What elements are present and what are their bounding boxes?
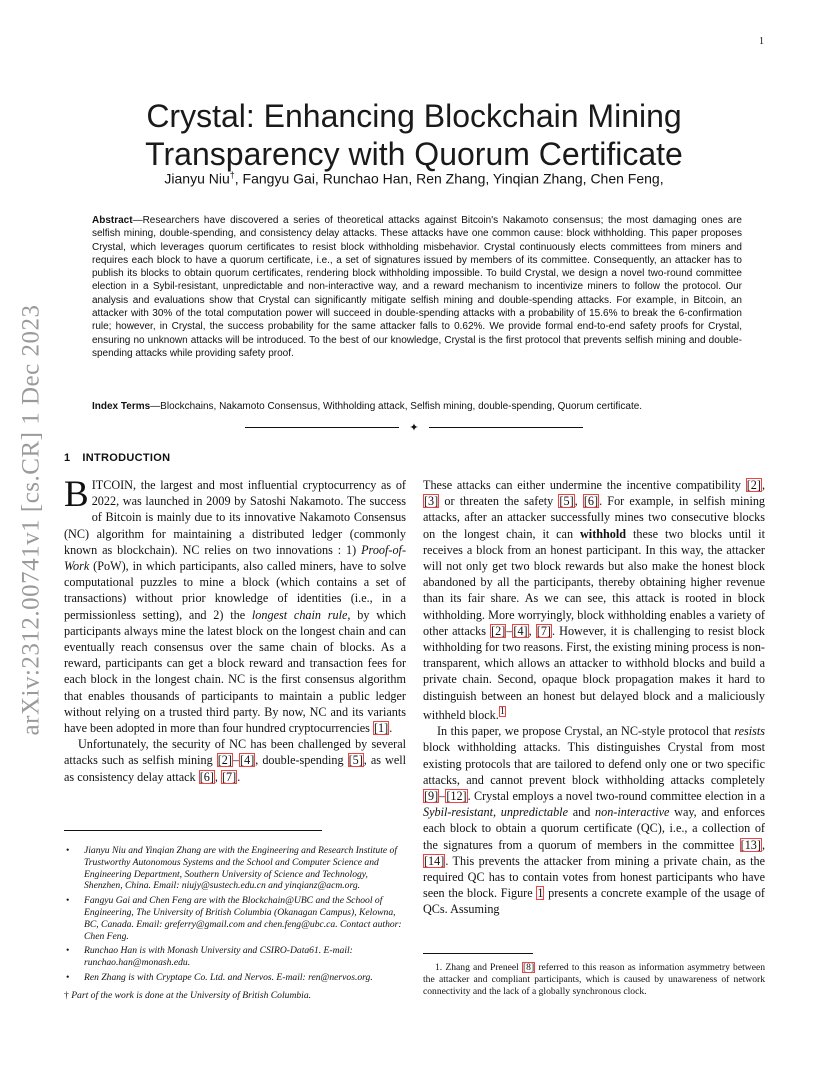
text-span: way, and enforces each block to obtain a quorum certificate (QC), i.e., a collection of the signatures from a quorum of members in the committee	[423, 805, 766, 852]
longest-chain-rule-term: longest chain rule	[251, 607, 348, 622]
separator-diamond-icon: ✦	[409, 421, 419, 434]
text-span: presents a concrete example of the usage of QCs. Assuming	[423, 886, 765, 917]
text-span: –	[232, 753, 240, 768]
text-span: and	[567, 805, 595, 820]
withhold-term: withhold	[580, 526, 627, 541]
title-line-1: Crystal: Enhancing Blockchain Mining	[146, 98, 682, 135]
footnote-item	[64, 845, 408, 892]
text-span: .	[389, 721, 393, 736]
dagger-footnote	[64, 990, 408, 1002]
intro-paragraph-1	[64, 474, 406, 736]
bullet-icon: •	[66, 895, 70, 907]
separator-line-right	[429, 427, 583, 428]
text-span: ,	[761, 478, 765, 492]
abstract-label: Abstract	[92, 215, 133, 226]
footnote-text: Ren Zhang is with Cryptape Co. Ltd. and Nervos. E-mail: ren@nervos.org.	[84, 971, 373, 983]
resists-term: resists	[734, 724, 765, 739]
citation-link[interactable]: [13]	[740, 837, 761, 852]
bullet-icon: •	[66, 971, 70, 983]
citation-link[interactable]: [14]	[424, 853, 445, 868]
unpredictable-term: unpredictable	[500, 805, 568, 820]
bullet-icon: •	[66, 845, 70, 856]
title-line-2: Transparency with Quorum Certificate	[145, 136, 683, 173]
text-span: (PoW), in which participants, also called miners, have to solve computational puzzles to mine a block (which contains a set of transactions) without prior knowledge of identities (i.e., in a permissionless setting), and 2) the	[64, 559, 406, 622]
text-span: these two blocks until it receives a block from an honest participant. In this way, the attacker will not only get two block rewards but also make the honest block abandoned by all the participants, thereby obtaining higher revenue than its fair share. As we can see, this attack is rooted in block withholding. More worryingly, block withholding enables a variety of other attacks	[423, 526, 765, 638]
citation-link[interactable]: [12]	[446, 788, 467, 803]
text-span: . Crystal employs a novel two-round committee election in a	[467, 788, 765, 803]
index-terms	[92, 400, 742, 413]
text-span: ,	[492, 805, 501, 820]
text-span: ,	[574, 494, 583, 509]
author-list	[90, 170, 738, 187]
paper-title	[90, 97, 738, 173]
citation-link[interactable]: [2]	[217, 753, 232, 768]
text-span: referred to this reason as information asymmetry between the attacker and compliant participants, which is caused by unawareness of network connectivity and the lack of a globally synchronous clock.	[423, 962, 766, 997]
text-span: , the largest and most influential cryptocurrency as of 2022, was launched in 2009 by Satoshi Nakamoto. The success of Bitcoin is mainly due to its innovative Nakamoto Consensus (NC) algorithm for maintaining a distributed ledger (commonly known as blockchain). NC relies on two innovations : 1)	[64, 478, 406, 557]
text-span: ,	[528, 623, 536, 638]
text-span: , double-spending	[255, 753, 348, 768]
citation-link[interactable]: [7]	[222, 769, 237, 784]
text-span: .	[237, 769, 241, 784]
dagger-icon: †	[64, 989, 69, 1001]
index-terms-label: Index Terms	[92, 401, 151, 412]
footnote-item	[64, 895, 408, 942]
footnote-text: Jianyu Niu and Yinqian Zhang are with the Engineering and Research Institute of Trustworthy Autonomous Systems and the School and Computer Science and Engineering Department, Southern University of Science and Technology, Shenzhen, China. Email: niujy@sustech.edu.cn and yinqianz@acm.org.	[84, 845, 398, 892]
dropcap-letter: B	[64, 474, 89, 515]
intro-paragraph-3	[423, 477, 765, 723]
arxiv-identifier-stamp[interactable]	[6, 260, 56, 780]
affiliation-footnotes	[64, 845, 408, 1005]
right-footnote-rule	[423, 953, 533, 954]
text-span: These attacks can either undermine the incentive compatibility	[423, 478, 746, 492]
dropcap-rest: ITCOIN	[91, 478, 133, 492]
citation-link[interactable]: [6]	[583, 494, 599, 509]
pow-term: Proof-of-Work	[64, 542, 406, 574]
text-span: block withholding attacks. This distinguishes Crystal from most existing protocols that are tailored to defend only one or two specific attacks, and cannot prevent block withholding attacks completely	[423, 740, 765, 787]
text-span: ,	[214, 769, 221, 784]
footnote-mark-link[interactable]: 1	[499, 705, 505, 717]
citation-link[interactable]: [4]	[240, 753, 255, 768]
citation-link[interactable]: [2]	[746, 478, 761, 492]
citation-link[interactable]: [4]	[513, 623, 528, 638]
non-interactive-term: non-interactive	[595, 805, 670, 820]
text-span: or threaten the safety	[439, 494, 559, 509]
text-span: ,	[761, 837, 765, 852]
citation-link[interactable]: [9]	[424, 788, 439, 803]
text-span: , as well as consistency delay attack	[64, 753, 406, 784]
abstract	[92, 214, 742, 360]
text-span: –	[506, 623, 513, 638]
text-span: . For example, in selfish mining attacks, after an attacker successfully mines two consecutive blocks on the longest chain, it can	[423, 494, 766, 541]
dagger-mark: †	[229, 170, 235, 180]
intro-paragraph-2	[64, 736, 406, 785]
page-number: 1	[759, 36, 764, 47]
section-heading	[64, 452, 170, 464]
first-author: Jianyu Niu	[164, 170, 230, 187]
figure-link[interactable]: 1	[537, 886, 544, 901]
text-span: Unfortunately, the security of NC has been challenged by several attacks such as selfish mining	[64, 737, 406, 768]
sybil-resistant-term: Sybil-resistant	[423, 805, 493, 820]
footnote-item	[64, 945, 408, 969]
right-column	[423, 477, 765, 918]
section-title: INTRODUCTION	[82, 452, 171, 464]
text-span: . However, it is challenging to resist block withholding for two reasons. First, the existing mining process is non-transparent, which allows an attacker to withhold blocks and build a private chain. Second, opaque block propagation makes it hard to distinguish between an honest but delayed block and a maliciously withheld block.	[423, 623, 766, 722]
citation-link[interactable]: [1]	[373, 721, 389, 736]
footnote-rule	[64, 830, 322, 831]
citation-link[interactable]: [5]	[559, 494, 574, 509]
text-span: In this paper, we propose Crystal, an NC-style protocol that	[437, 724, 735, 739]
text-span: . This prevents the attacker from mining a private chain, as the required QC has to contain votes from honest participants who have seen the block. Figure	[423, 853, 765, 901]
intro-paragraph-4	[423, 723, 765, 917]
bullet-icon: •	[66, 945, 70, 957]
text-span: 1. Zhang and Preneel	[435, 962, 522, 973]
citation-link[interactable]: [6]	[199, 769, 214, 784]
citation-link[interactable]: [7]	[536, 623, 551, 638]
section-number: 1	[64, 452, 71, 464]
footnote-1	[423, 962, 765, 998]
citation-link[interactable]: [8]	[522, 962, 535, 973]
footnote-text: Part of the work is done at the University of British Columbia.	[68, 989, 312, 1001]
footnote-text: Runchao Han is with Monash University and CSIRO-Data61. E-mail: runchao.han@monash.edu.	[84, 945, 353, 969]
footnote-item	[64, 972, 408, 984]
text-span: –	[439, 788, 446, 803]
section-separator	[245, 418, 583, 436]
text-span: , by which participants always mine the latest block on the longest chain and can eventually reach consensus over the same chain of blocks. As a reward, participants can get a block reward and transaction fees for each block in the longest chain. NC is the first consensus algorithm that enables thousands of participants to maintain a public ledger without relying on a trusted third party. By now, NC and its variants have been adopted in more than four hundred cryptocurrencies	[64, 607, 406, 736]
other-authors: , Fangyu Gai, Runchao Han, Ren Zhang, Yinqian Zhang, Chen Feng,	[234, 170, 664, 187]
abstract-text: —Researchers have discovered a series of theoretical attacks against Bitcoin's Nakamoto consensus; the most damaging ones are selfish mining, double-spending, and consistency delay attacks. These attacks have one common cause: block withholding. This paper proposes Crystal, which leverages quorum certificates to resist block withholding misbehavior. Crystal continuously elects committees from miners and requires each block to have a quorum certificate, i.e., a set of signatures issued by members of its committee. Consequently, an attacker has to publish its blocks to obtain quorum certificates, rendering block withholding impossible. To build Crystal, we design a novel two-round committee election in a Sybil-resistant, unpredictable and non-interactive way, and a reward mechanism to incentivize miners to follow the protocol. Our analysis and evaluations show that Crystal can significantly mitigate selfish mining and double-spending attacks. For example, in Bitcoin, an attacker with 30% of the total computation power will succeed in double-spending attacks with a probability of 15.6% to break the 6-confirmation rule; however, in Crystal, the success probability for the same attacker falls to 0.62%. We provide formal end-to-end safety proofs for Crystal, ensuring no unknown attacks will be introduced. To the best of our knowledge, Crystal is the first protocol that prevents selfish mining and double-spending attacks while providing safety proof.	[92, 215, 742, 359]
citation-link[interactable]: [5]	[348, 753, 363, 768]
citation-link[interactable]: [3]	[424, 494, 439, 509]
arxiv-identifier-text: arXiv:2312.00741v1 [cs.CR] 1 Dec 2023	[17, 304, 45, 736]
separator-line-left	[245, 427, 399, 428]
citation-link[interactable]: [2]	[491, 623, 506, 638]
index-terms-text: —Blockchains, Nakamoto Consensus, Withholding attack, Selfish mining, double-spending, Quorum certificate.	[150, 401, 643, 412]
footnote-text: Fangyu Gai and Chen Feng are with the Blockchain@UBC and the School of Engineering, The University of British Columbia (Okanagan Campus), Kelowna, BC, Canada. Email: greferry@gmail.com and chen.feng@ubc.ca. Contact author: Chen Feng.	[84, 895, 402, 942]
left-column	[64, 474, 406, 785]
